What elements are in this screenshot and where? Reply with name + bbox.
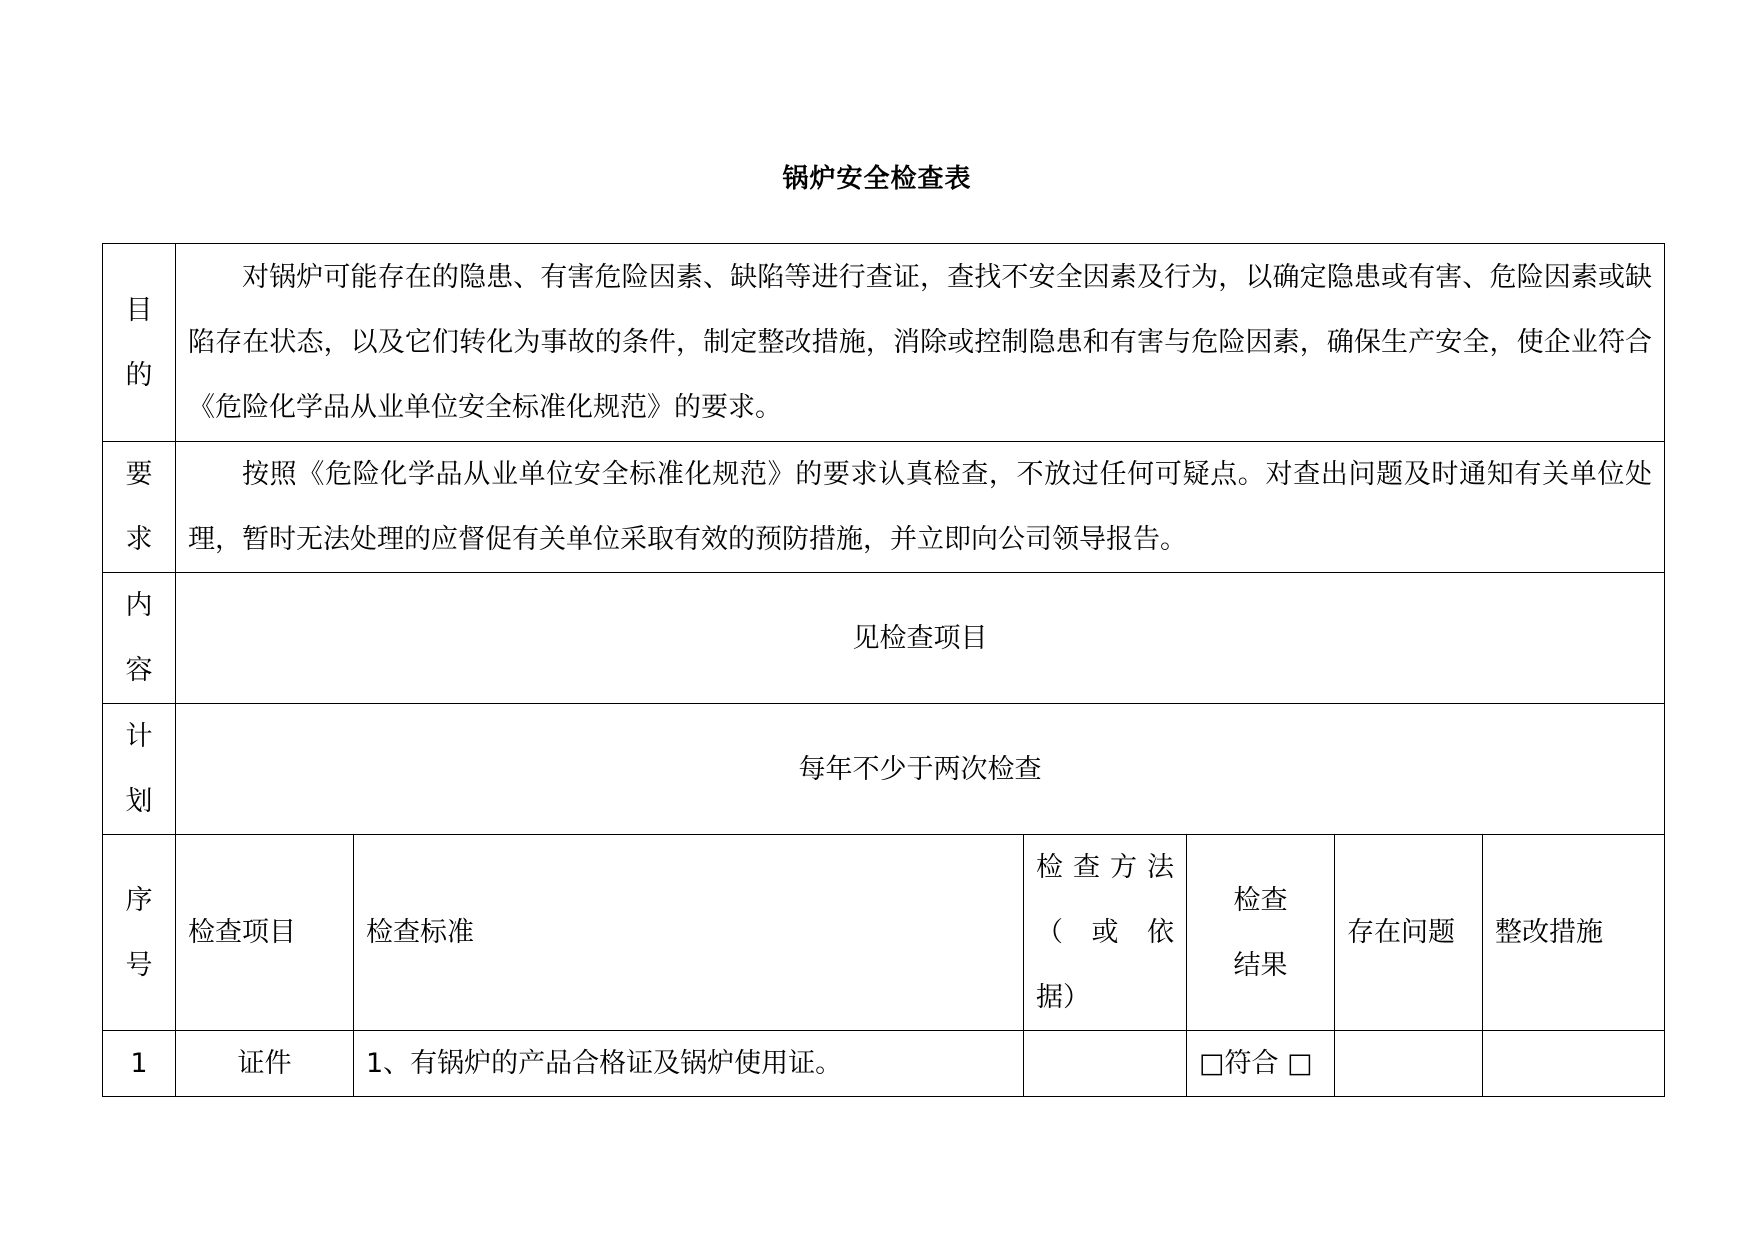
result-header-line: 检查 bbox=[1233, 884, 1288, 916]
plan-label-char: 计 bbox=[125, 721, 153, 752]
table-row bbox=[103, 1031, 1665, 1097]
purpose-label bbox=[103, 244, 176, 442]
item-header: 检查项目 bbox=[176, 835, 354, 1031]
plan-row bbox=[103, 704, 1665, 835]
purpose-text: 对锅炉可能存在的隐患、有害危险因素、缺陷等进行查证，查找不安全因素及行为，以确定隐患或有害、危险因素或缺陷存在状态，以及它们转化为事故的条件，制定整改措施，消除或控制隐患和有害与危险因素，确保生产安全，使企业符合《危险化学品从业单位安全标准化规范》的要求。 bbox=[188, 262, 1653, 423]
requirement-cell bbox=[176, 442, 1665, 573]
plan-text: 每年不少于两次检查 bbox=[176, 704, 1665, 835]
row-seq: 1 bbox=[103, 1031, 176, 1097]
purpose-label-char: 的 bbox=[125, 359, 153, 391]
result-header bbox=[1187, 835, 1335, 1031]
purpose-row bbox=[103, 244, 1665, 442]
requirement-label-char: 要 bbox=[125, 459, 153, 490]
purpose-label-char: 目 bbox=[125, 294, 153, 326]
row-problem bbox=[1335, 1031, 1483, 1097]
content-label-char: 内 bbox=[125, 590, 153, 621]
row-measure bbox=[1483, 1031, 1665, 1097]
row-standard: 1、有锅炉的产品合格证及锅炉使用证。 bbox=[354, 1031, 1024, 1097]
content-label-char: 容 bbox=[125, 655, 153, 686]
method-header-line: 据） bbox=[1036, 982, 1090, 1013]
requirement-row bbox=[103, 442, 1665, 573]
result-header-line: 结果 bbox=[1233, 949, 1288, 981]
page-title: 锅炉安全检查表 bbox=[782, 164, 972, 194]
plan-label-char: 划 bbox=[125, 786, 153, 817]
content-label bbox=[103, 573, 176, 704]
seq-header bbox=[103, 835, 176, 1031]
plan-label bbox=[103, 704, 176, 835]
row-item: 证件 bbox=[176, 1031, 354, 1097]
inspection-table bbox=[102, 243, 1665, 1097]
problem-header: 存在问题 bbox=[1335, 835, 1483, 1031]
row-result[interactable]: □符合 □ bbox=[1187, 1031, 1335, 1097]
purpose-cell bbox=[176, 244, 1665, 442]
requirement-label-char: 求 bbox=[125, 524, 153, 555]
method-header-line: （ 或 依 bbox=[1036, 917, 1174, 948]
measure-header: 整改措施 bbox=[1483, 835, 1665, 1031]
row-method bbox=[1024, 1031, 1187, 1097]
seq-header-char: 号 bbox=[125, 949, 153, 981]
header-row bbox=[103, 835, 1665, 1031]
content-row bbox=[103, 573, 1665, 704]
standard-header: 检查标准 bbox=[354, 835, 1024, 1031]
method-header bbox=[1024, 835, 1187, 1031]
content-text: 见检查项目 bbox=[176, 573, 1665, 704]
requirement-text: 按照《危险化学品从业单位安全标准化规范》的要求认真检查，不放过任何可疑点。对查出问题及时通知有关单位处理，暂时无法处理的应督促有关单位采取有效的预防措施，并立即向公司领导报告。 bbox=[188, 459, 1653, 555]
seq-header-char: 序 bbox=[125, 884, 153, 916]
method-header-line: 检 查 方 法 bbox=[1036, 852, 1174, 883]
requirement-label bbox=[103, 442, 176, 573]
